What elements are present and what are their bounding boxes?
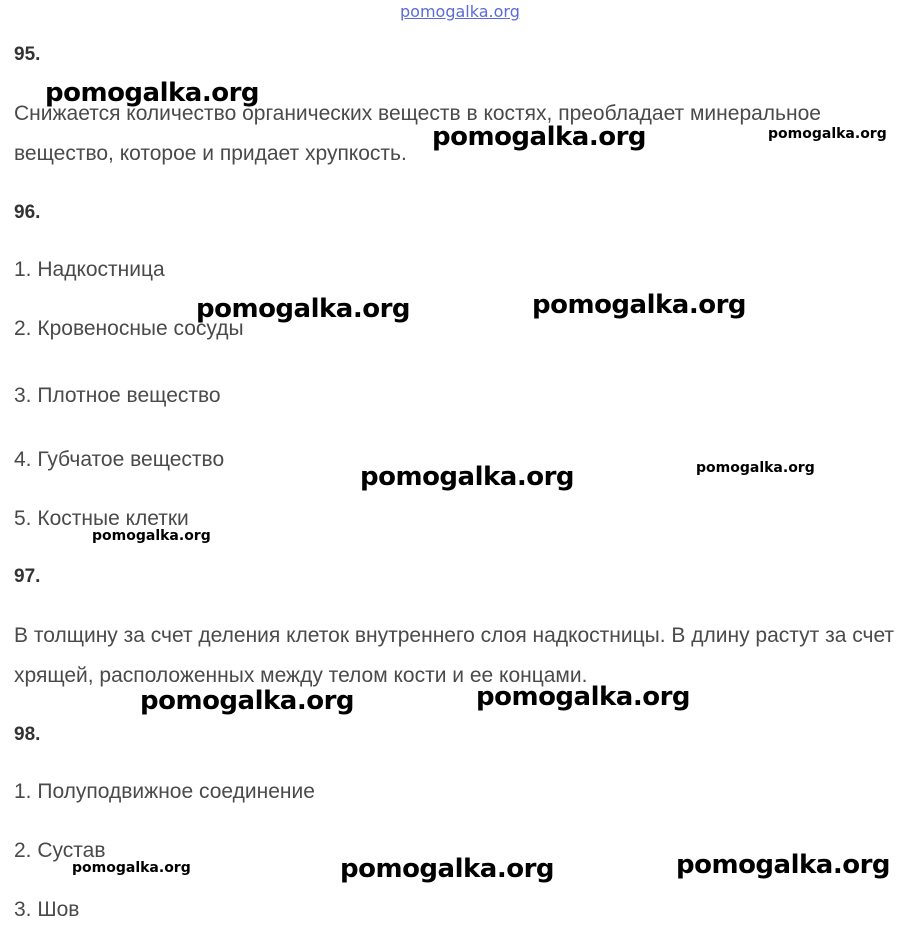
watermark-logo: pomogalka.org [432,122,647,152]
watermark-logo: pomogalka.org [360,462,575,492]
watermark-logo: pomogalka.org [768,126,887,142]
watermark-logo: pomogalka.org [532,290,747,320]
list-item: 2. Сустав [14,839,106,862]
list-item: 4. Губчатое вещество [14,448,225,471]
section-text-95: Снижается количество органических веществ в костях, преобладает минеральное вещество, которое и придает хрупкость. [14,102,821,165]
section-number-98: 98. [14,724,41,745]
section-number-97: 97. [14,566,41,587]
watermark-logo: pomogalka.org [140,686,355,716]
watermark-logo: pomogalka.org [72,860,191,876]
watermark-logo: pomogalka.org [676,850,891,880]
list-item: 3. Плотное вещество [14,384,221,407]
list-item: 2. Кровеносные сосуды [14,317,244,340]
watermark-logo: pomogalka.org [400,2,520,21]
list-item: 3. Шов [14,898,80,921]
section-number-96: 96. [14,202,41,223]
watermark-logo: pomogalka.org [476,682,691,712]
section-number-95: 95. [14,44,41,65]
list-item: 5. Костные клетки [14,507,189,530]
watermark-logo: pomogalka.org [196,294,411,324]
section-text-97: В толщину за счет деления клеток внутреннего слоя надкостницы. В длину растут за счет хрящей, расположенных между телом кости и ее концами. [14,624,895,687]
list-item: 1. Надкостница [14,258,165,281]
list-item: 1. Полуподвижное соединение [14,780,315,803]
watermark-logo: pomogalka.org [92,528,211,544]
watermark-logo: pomogalka.org [340,854,555,884]
watermark-logo: pomogalka.org [696,460,815,476]
watermark-logo: pomogalka.org [45,78,260,108]
